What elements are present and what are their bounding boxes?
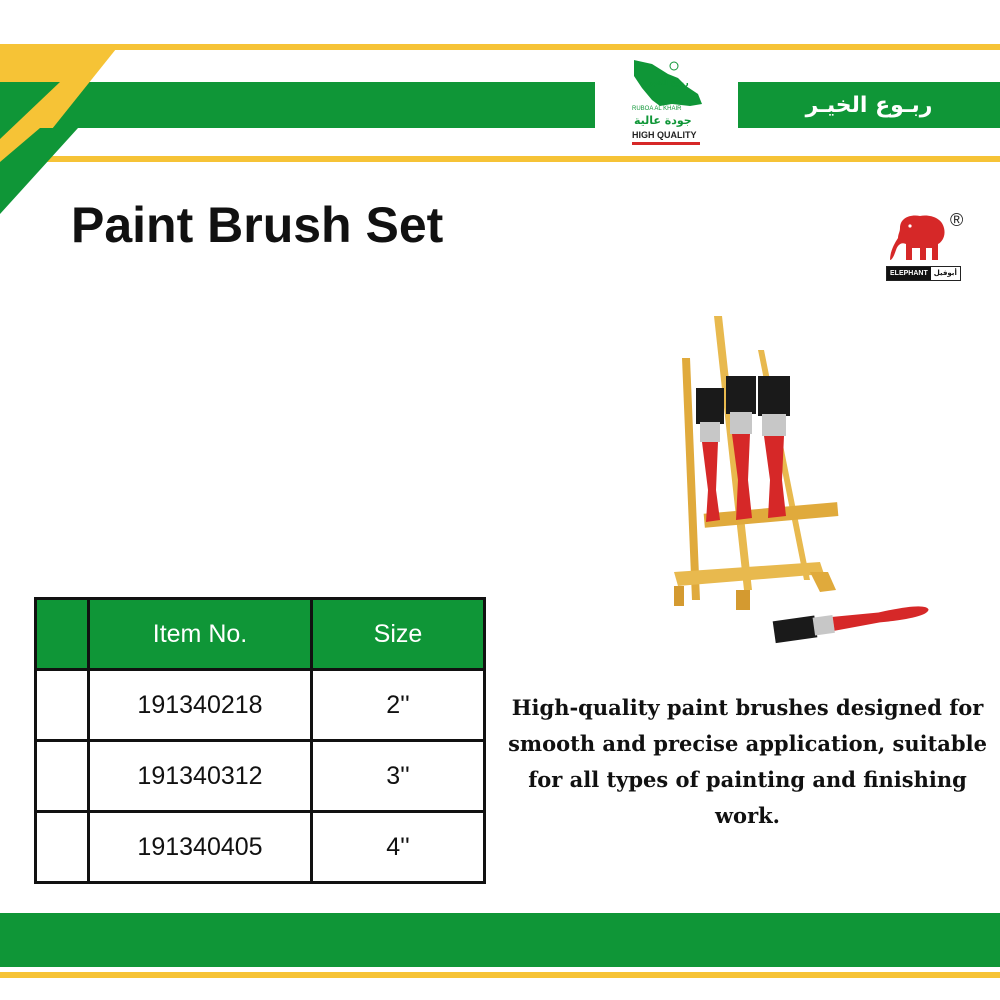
paint-brushes-easel-icon [660, 310, 940, 650]
brand-label [886, 266, 961, 281]
logo-arabic-name: ربوع الخير [648, 78, 689, 87]
table-row [36, 741, 485, 812]
logo-red-bar [632, 142, 700, 145]
elephant-icon [886, 210, 956, 266]
table-header-blank [36, 599, 89, 670]
brand-english: ELEPHANT [887, 267, 931, 280]
table-cell-size: 4'' [312, 812, 485, 883]
logo-english-quality: HIGH QUALITY [632, 130, 697, 140]
header-arabic-brand: ربـوع الخيـر [805, 92, 933, 118]
table-cell-item-no: 191340312 [89, 741, 312, 812]
table-cell-size: 3'' [312, 741, 485, 812]
table-cell-blank [36, 670, 89, 741]
table-header-size: Size [312, 599, 485, 670]
elephant-brand-mark [878, 210, 976, 280]
logo-latin-name: RUBOA AL KHAIR [632, 106, 682, 112]
page-title: Paint Brush Set [71, 197, 444, 253]
table-cell-item-no: 191340218 [89, 670, 312, 741]
table-header-row [36, 599, 485, 670]
footer-green-band [0, 913, 1000, 967]
table-cell-size: 2'' [312, 670, 485, 741]
ruboa-alkhair-logo [612, 56, 712, 152]
logo-arabic-quality: جودة عالية [634, 114, 692, 127]
table-cell-blank [36, 812, 89, 883]
product-table [34, 597, 486, 884]
table-row [36, 812, 485, 883]
registered-mark: ® [950, 210, 964, 230]
table-header-item-no: Item No. [89, 599, 312, 670]
table-cell-blank [36, 741, 89, 812]
product-description: High-quality paint brushes designed for smooth and precise application, suitable for all types of painting and finishing work. [508, 695, 987, 828]
table-cell-item-no: 191340405 [89, 812, 312, 883]
footer-gold-stripe [0, 972, 1000, 978]
table-row [36, 670, 485, 741]
brand-arabic: أبوفيل [933, 269, 957, 277]
